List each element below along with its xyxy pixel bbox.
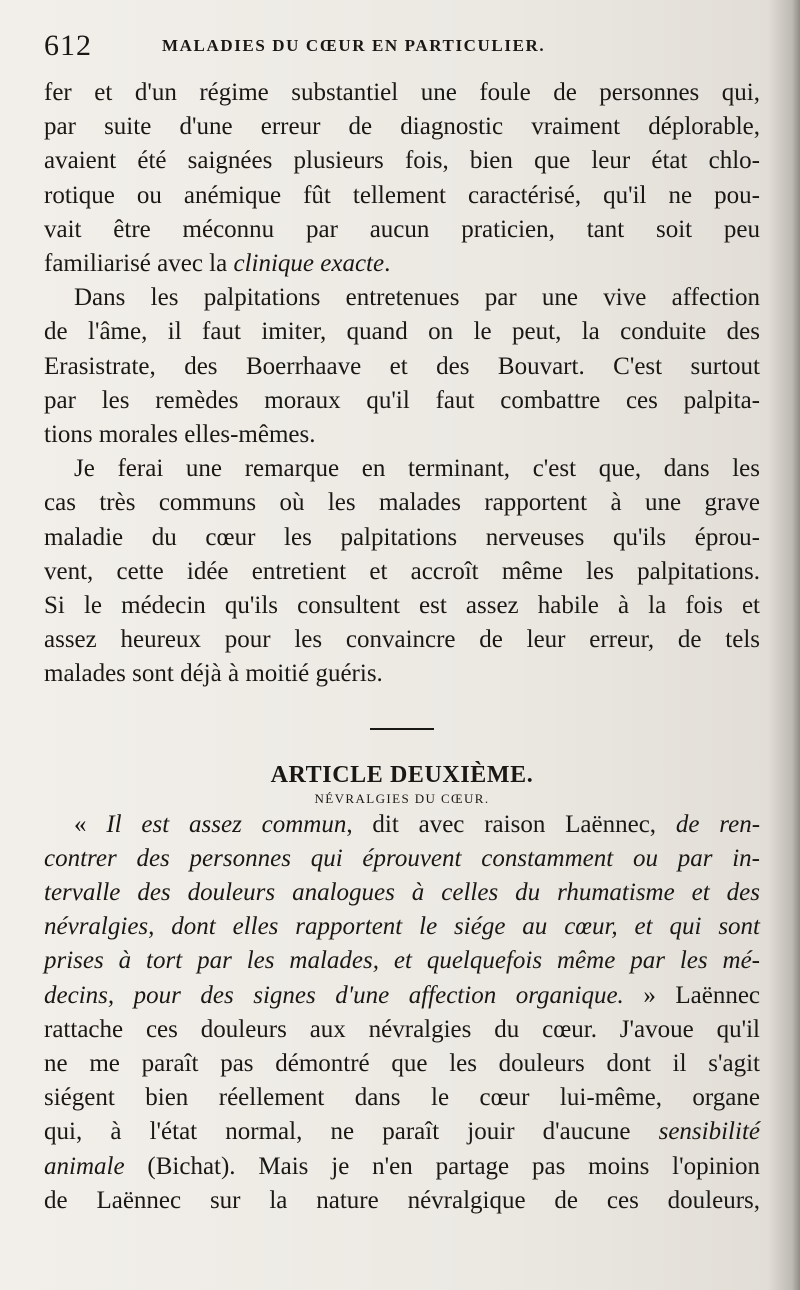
text-line: malades sont déjà à moitié guéris. bbox=[44, 660, 383, 688]
text-line: tervalle des douleurs analogues à celles du rhumatisme et des bbox=[44, 879, 760, 907]
text-line: Si le médecin qu'ils consultent est assez habile à la fois et bbox=[44, 592, 760, 620]
italic-run: de ren- bbox=[675, 810, 761, 838]
italic-run: decins, pour des signes d'une affection organique. bbox=[44, 981, 624, 1009]
text-line bbox=[44, 1150, 760, 1184]
paragraph-3 bbox=[44, 452, 760, 691]
text-line bbox=[44, 247, 760, 281]
text-line: fer et d'un régime substantiel une foule de personnes qui, bbox=[44, 79, 760, 106]
text-line: avaient été saignées plusieurs fois, bien que leur état chlo- bbox=[44, 147, 760, 175]
text-line: rattache ces douleurs aux névralgies du cœur. J'avoue qu'il bbox=[44, 1015, 760, 1043]
text-run: familiarisé avec la bbox=[44, 250, 234, 278]
text-line: contrer des personnes qui éprouvent constamment ou par in- bbox=[44, 844, 760, 872]
text-line: par les remèdes moraux qu'il faut combattre ces palpita- bbox=[44, 386, 760, 414]
text-line: rotique ou anémique fût tellement caractérisé, qu'il ne pou- bbox=[44, 181, 760, 209]
text-run: . bbox=[384, 250, 391, 278]
text-line: de l'âme, il faut imiter, quand on le peut, la conduite des bbox=[44, 318, 760, 346]
text-line: Erasistrate, des Boerrhaave et des Bouvart. C'est surtout bbox=[44, 352, 760, 380]
text-line bbox=[44, 808, 760, 842]
text-line: vait être méconnu par aucun praticien, tant soit peu bbox=[44, 215, 760, 243]
text-run: « bbox=[74, 810, 107, 838]
text-line: de Laënnec sur la nature névralgique de ces douleurs, bbox=[44, 1186, 760, 1214]
text-line: assez heureux pour les convaincre de leur erreur, de tels bbox=[44, 626, 760, 654]
text-line bbox=[44, 979, 760, 1013]
text-line: névralgies, dont elles rapportent le siége au cœur, et qui sont bbox=[44, 913, 760, 941]
italic-run: clinique exacte bbox=[233, 250, 385, 278]
text-line: Je ferai une remarque en terminant, c'est que, dans les bbox=[74, 455, 760, 483]
paragraph-1 bbox=[44, 76, 760, 281]
text-line: Dans les palpitations entretenues par une vive affection bbox=[74, 284, 760, 312]
italic-run: animale bbox=[44, 1152, 125, 1180]
text-run: qui, à l'état normal, ne paraît jouir d'aucune bbox=[44, 1118, 659, 1146]
paragraph-2 bbox=[44, 281, 760, 452]
page-number: 612 bbox=[44, 29, 92, 62]
italic-run: Il est assez commun bbox=[106, 810, 347, 838]
text-line: siégent bien réellement dans le cœur lui-même, organe bbox=[44, 1084, 760, 1112]
text-run: (Bichat). Mais je n'en partage pas moins l'opinion bbox=[124, 1152, 760, 1180]
text-run: » Laënnec bbox=[623, 981, 761, 1009]
page-header bbox=[44, 28, 764, 68]
text-line bbox=[44, 1115, 760, 1149]
text-line: tions morales elles-mêmes. bbox=[44, 421, 316, 449]
text-line: ne me paraît pas démontré que les douleurs dont il s'agit bbox=[44, 1050, 760, 1078]
paragraph-4 bbox=[44, 808, 760, 1218]
section-subtitle: NÉVRALGIES DU CŒUR. bbox=[314, 790, 490, 806]
italic-run: sensibilité bbox=[658, 1118, 760, 1146]
text-run: , dit avec raison Laënnec, bbox=[346, 810, 676, 838]
running-head: MALADIES DU CŒUR EN PARTICULIER. bbox=[162, 36, 546, 55]
section-divider bbox=[370, 728, 434, 730]
text-line: maladie du cœur les palpitations nerveuses qu'ils éprou- bbox=[44, 523, 760, 551]
text-line: vent, cette idée entretient et accroît même les palpitations. bbox=[44, 557, 760, 585]
text-line: prises à tort par les malades, et quelquefois même par les mé- bbox=[44, 947, 760, 975]
text-line: cas très communs où les malades rapportent à une grave bbox=[44, 489, 760, 517]
body-text bbox=[44, 76, 760, 1218]
section-title: ARTICLE DEUXIÈME. bbox=[270, 761, 534, 788]
text-line: par suite d'une erreur de diagnostic vraiment déplorable, bbox=[44, 113, 760, 141]
